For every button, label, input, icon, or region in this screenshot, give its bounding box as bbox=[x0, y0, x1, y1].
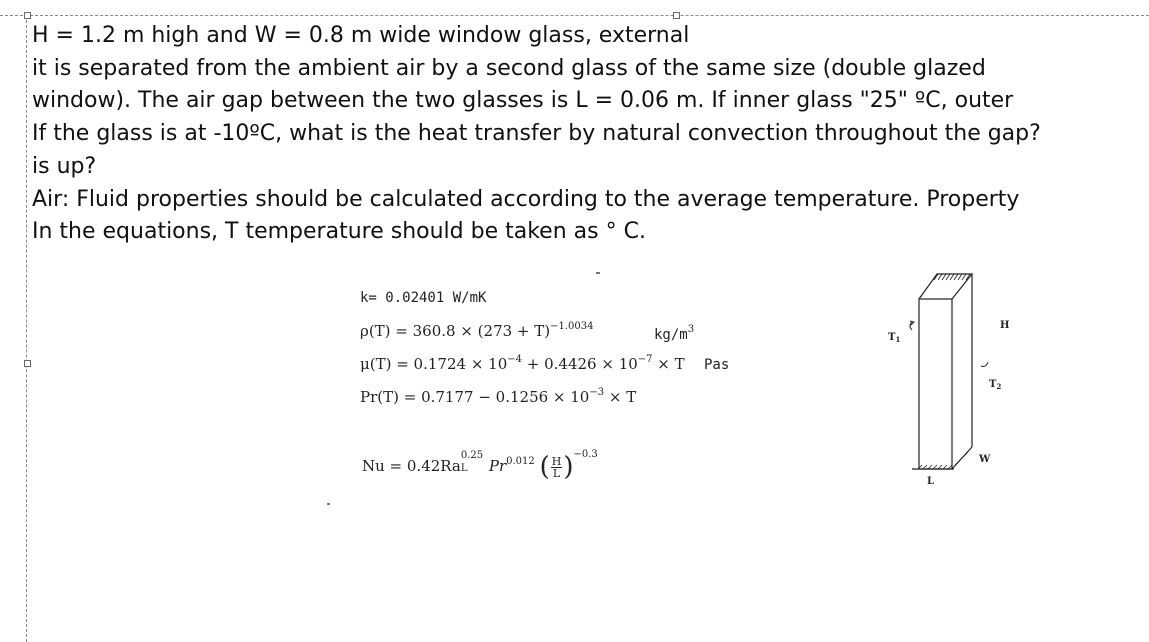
label-height: H bbox=[1000, 320, 1010, 331]
resize-handle-top-center[interactable] bbox=[673, 12, 680, 19]
open-paren: ( bbox=[539, 452, 550, 482]
density-unit-exponent: 3 bbox=[687, 324, 695, 335]
rayleigh-exponent: 0.25 bbox=[460, 450, 484, 461]
nusselt-lhs: Nu = 0.42Ra bbox=[362, 457, 461, 475]
viscosity-lhs: μ(T) = 0.1724 × 10 bbox=[360, 355, 508, 373]
height-length-ratio bbox=[551, 456, 563, 479]
problem-line: Air: Fluid properties should be calculated according to the average temperature. Property bbox=[32, 186, 1020, 212]
viscosity-unit: Pas bbox=[704, 357, 730, 373]
stray-mark bbox=[596, 272, 600, 274]
prandtl-tail: × T bbox=[604, 388, 637, 406]
label-gap-length: L bbox=[927, 476, 935, 487]
rayleigh-scripts bbox=[460, 450, 489, 474]
rayleigh-subscript: L bbox=[460, 463, 468, 474]
top-hatching bbox=[934, 274, 970, 280]
problem-statement bbox=[32, 20, 1132, 249]
ratio-denominator: L bbox=[552, 466, 561, 480]
nusselt-equation bbox=[362, 449, 598, 482]
prandtl-power: 0.012 bbox=[506, 456, 535, 467]
thermal-conductivity-line: k= 0.02401 W/mK bbox=[360, 290, 487, 306]
density-lhs: ρ(T) = 360.8 × (273 + T) bbox=[360, 322, 551, 340]
t1-arrow-icon bbox=[910, 322, 912, 330]
nusselt-prandtl: Pr bbox=[488, 457, 507, 475]
selection-border-top bbox=[0, 15, 1149, 16]
stray-mark bbox=[327, 503, 330, 505]
viscosity-exponent-2: −7 bbox=[637, 354, 653, 365]
density-unit bbox=[654, 324, 694, 343]
viscosity-equation bbox=[360, 354, 685, 373]
problem-line: is up? bbox=[32, 153, 97, 179]
density-equation bbox=[360, 321, 594, 340]
selection-border-left bbox=[26, 15, 27, 642]
problem-line: it is separated from the ambient air by a second glass of the same size (double glazed bbox=[32, 55, 986, 81]
top-face bbox=[919, 274, 972, 299]
viscosity-mid: + 0.4426 × 10 bbox=[522, 355, 638, 373]
resize-handle-middle-left[interactable] bbox=[24, 360, 31, 367]
prandtl-equation bbox=[360, 387, 636, 406]
density-exponent: −1.0034 bbox=[550, 321, 594, 332]
ratio-numerator: H bbox=[551, 454, 562, 468]
close-paren: ) bbox=[563, 452, 574, 482]
prandtl-lhs: Pr(T) = 0.7177 − 0.1256 × 10 bbox=[360, 388, 590, 406]
front-glass-face bbox=[919, 299, 952, 469]
bottom-right-hatching bbox=[955, 452, 968, 465]
window-gap-diagram bbox=[862, 262, 1012, 492]
problem-line: In the equations, T temperature should be taken as ° C. bbox=[32, 219, 646, 245]
problem-line: window). The air gap between the two glasses is L = 0.06 m. If inner glass "25" ºC, outer bbox=[32, 88, 1014, 114]
label-t2: $T_2$ bbox=[989, 379, 1002, 391]
density-unit-base: kg/m bbox=[654, 327, 688, 343]
ratio-exponent: −0.3 bbox=[573, 449, 598, 460]
t2-arrow-icon bbox=[981, 362, 988, 367]
label-width: W bbox=[979, 454, 991, 465]
resize-handle-top-left[interactable] bbox=[24, 12, 31, 19]
problem-line: H = 1.2 m high and W = 0.8 m wide window glass, external bbox=[32, 23, 690, 48]
viscosity-tail: × T bbox=[652, 355, 685, 373]
prandtl-exponent: −3 bbox=[589, 387, 605, 398]
label-t1: $T_1$ bbox=[888, 332, 901, 344]
viscosity-exponent-1: −4 bbox=[507, 354, 522, 365]
problem-line: If the glass is at -10ºC, what is the heat transfer by natural convection throughout the gap? bbox=[32, 121, 1041, 147]
